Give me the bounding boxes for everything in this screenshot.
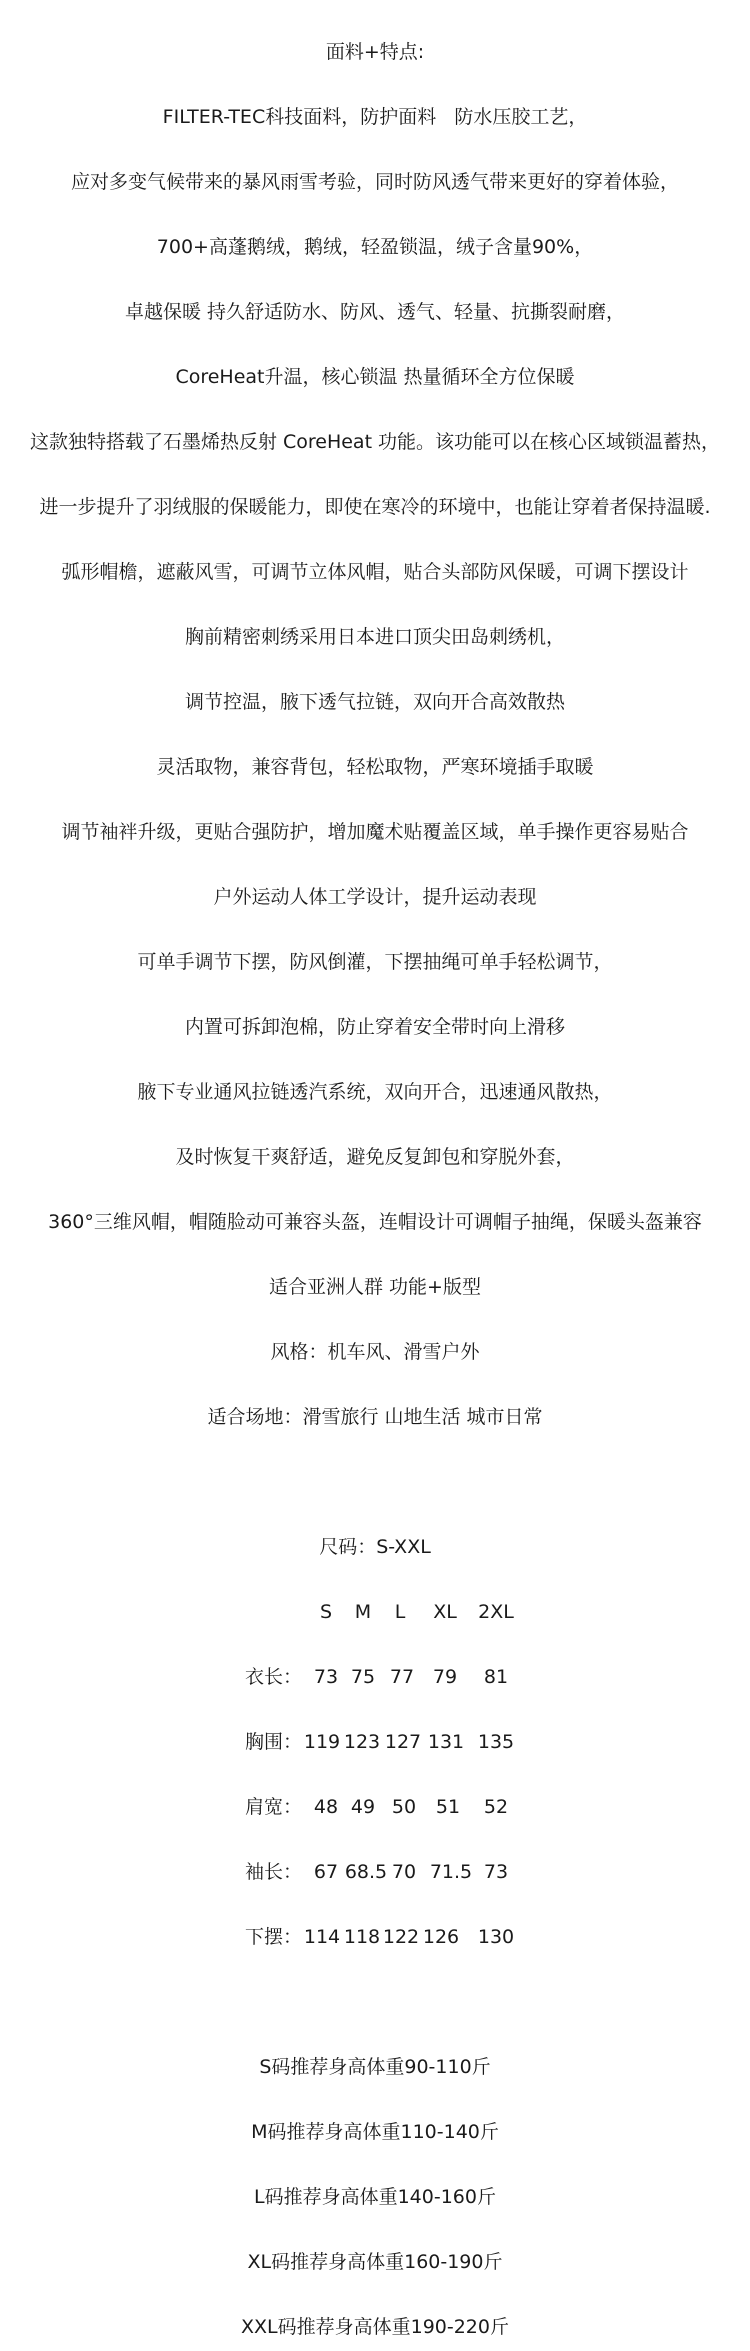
feature-line: FILTER-TEC科技面料，防护面料 防水压胶工艺， — [162, 106, 588, 128]
feature-line: 胸前精密刺绣采用日本进口顶尖田岛刺绣机， — [184, 626, 565, 648]
size-value: 73 — [313, 1666, 339, 1688]
size-recommendation: M码推荐身高体重110-140斤 — [251, 2121, 499, 2143]
size-header-cell: 2XL — [478, 1601, 514, 1623]
size-value: 71.5 — [429, 1861, 473, 1883]
size-row-label: 衣长： — [244, 1666, 302, 1688]
feature-line: 及时恢复干爽舒适，避免反复卸包和穿脱外套， — [175, 1146, 575, 1168]
size-value: 70 — [391, 1861, 417, 1883]
size-value: 127 — [384, 1731, 422, 1753]
size-value: 73 — [483, 1861, 509, 1883]
feature-line: 内置可拆卸泡棉，防止穿着安全带时向上滑移 — [184, 1016, 565, 1038]
size-recommendation: XXL码推荐身高体重190-220斤 — [240, 2316, 509, 2338]
size-value: 68.5 — [344, 1861, 388, 1883]
feature-line: 这款独特搭载了石墨烯热反射 CoreHeat 功能。该功能可以在核心区域锁温蓄热， — [29, 431, 721, 453]
size-row-chest — [0, 1729, 750, 1755]
size-value: 75 — [350, 1666, 376, 1688]
size-value: 52 — [483, 1796, 509, 1818]
size-value: 79 — [432, 1666, 458, 1688]
feature-line: 户外运动人体工学设计，提升运动表现 — [213, 886, 537, 908]
size-header-cell: L — [394, 1601, 406, 1623]
size-row-label: 袖长： — [244, 1861, 302, 1883]
size-header-cell: S — [319, 1601, 333, 1623]
feature-line: 腋下专业通风拉链透汽系统，双向开合，迅速通风散热， — [137, 1081, 613, 1103]
size-value: 77 — [389, 1666, 415, 1688]
feature-line: 进一步提升了羽绒服的保暖能力，即使在寒冷的环境中，也能让穿着者保持温暖. — [39, 496, 711, 518]
size-value: 123 — [343, 1731, 381, 1753]
feature-line: 700+高蓬鹅绒，鹅绒，轻盈锁温，绒子含量90%， — [156, 236, 594, 258]
feature-line: 弧形帽檐，遮蔽风雪，可调节立体风帽，贴合头部防风保暖，可调下摆设计 — [61, 561, 689, 583]
size-value: 51 — [435, 1796, 461, 1818]
feature-line: 卓越保暖 持久舒适防水、防风、透气、轻量、抗撕裂耐磨， — [124, 301, 626, 323]
size-value: 114 — [303, 1926, 341, 1948]
size-value: 130 — [477, 1926, 515, 1948]
feature-line: 应对多变气候带来的暴风雨雪考验，同时防风透气带来更好的穿着体验， — [70, 171, 679, 193]
feature-line: 灵活取物，兼容背包，轻松取物，严寒环境插手取暖 — [156, 756, 594, 778]
size-value: 126 — [422, 1926, 460, 1948]
feature-line: 可单手调节下摆，防风倒灌，下摆抽绳可单手轻松调节， — [137, 951, 613, 973]
feature-line: 适合亚洲人群 功能+版型 — [269, 1276, 481, 1298]
size-header-cell: M — [354, 1601, 372, 1623]
size-value: 122 — [382, 1926, 420, 1948]
size-value: 81 — [483, 1666, 509, 1688]
size-header-row — [0, 1599, 750, 1625]
feature-line: 调节控温，腋下透气拉链，双向开合高效散热 — [184, 691, 565, 713]
feature-line: 360°三维风帽，帽随脸动可兼容头盔，连帽设计可调帽子抽绳，保暖头盔兼容 — [48, 1211, 702, 1233]
size-row-label: 肩宽： — [244, 1796, 302, 1818]
size-value: 119 — [303, 1731, 341, 1753]
size-recommendation: L码推荐身高体重140-160斤 — [254, 2186, 496, 2208]
size-row-shoulder — [0, 1794, 750, 1820]
size-value: 50 — [391, 1796, 417, 1818]
features-heading: 面料+特点: — [325, 41, 425, 63]
feature-line: 适合场地：滑雪旅行 山地生活 城市日常 — [207, 1406, 543, 1428]
size-chart-title: 尺码：S-XXL — [319, 1536, 431, 1558]
size-row-label: 胸围： — [244, 1731, 302, 1753]
size-recommendation: XL码推荐身高体重160-190斤 — [247, 2251, 503, 2273]
feature-line: CoreHeat升温，核心锁温 热量循环全方位保暖 — [175, 366, 575, 388]
size-value: 135 — [477, 1731, 515, 1753]
size-row-label: 下摆： — [244, 1926, 302, 1948]
size-header-cell: XL — [433, 1601, 457, 1623]
size-recommendation: S码推荐身高体重90-110斤 — [259, 2056, 491, 2078]
size-value: 49 — [350, 1796, 376, 1818]
size-value: 118 — [343, 1926, 381, 1948]
size-value: 131 — [427, 1731, 465, 1753]
size-value: 48 — [313, 1796, 339, 1818]
size-row-length — [0, 1664, 750, 1690]
size-row-hem — [0, 1924, 750, 1950]
feature-line: 调节袖袢升级，更贴合强防护，增加魔术贴覆盖区域，单手操作更容易贴合 — [61, 821, 689, 843]
feature-line: 风格：机车风、滑雪户外 — [270, 1341, 480, 1363]
size-value: 67 — [313, 1861, 339, 1883]
size-row-sleeve — [0, 1859, 750, 1885]
